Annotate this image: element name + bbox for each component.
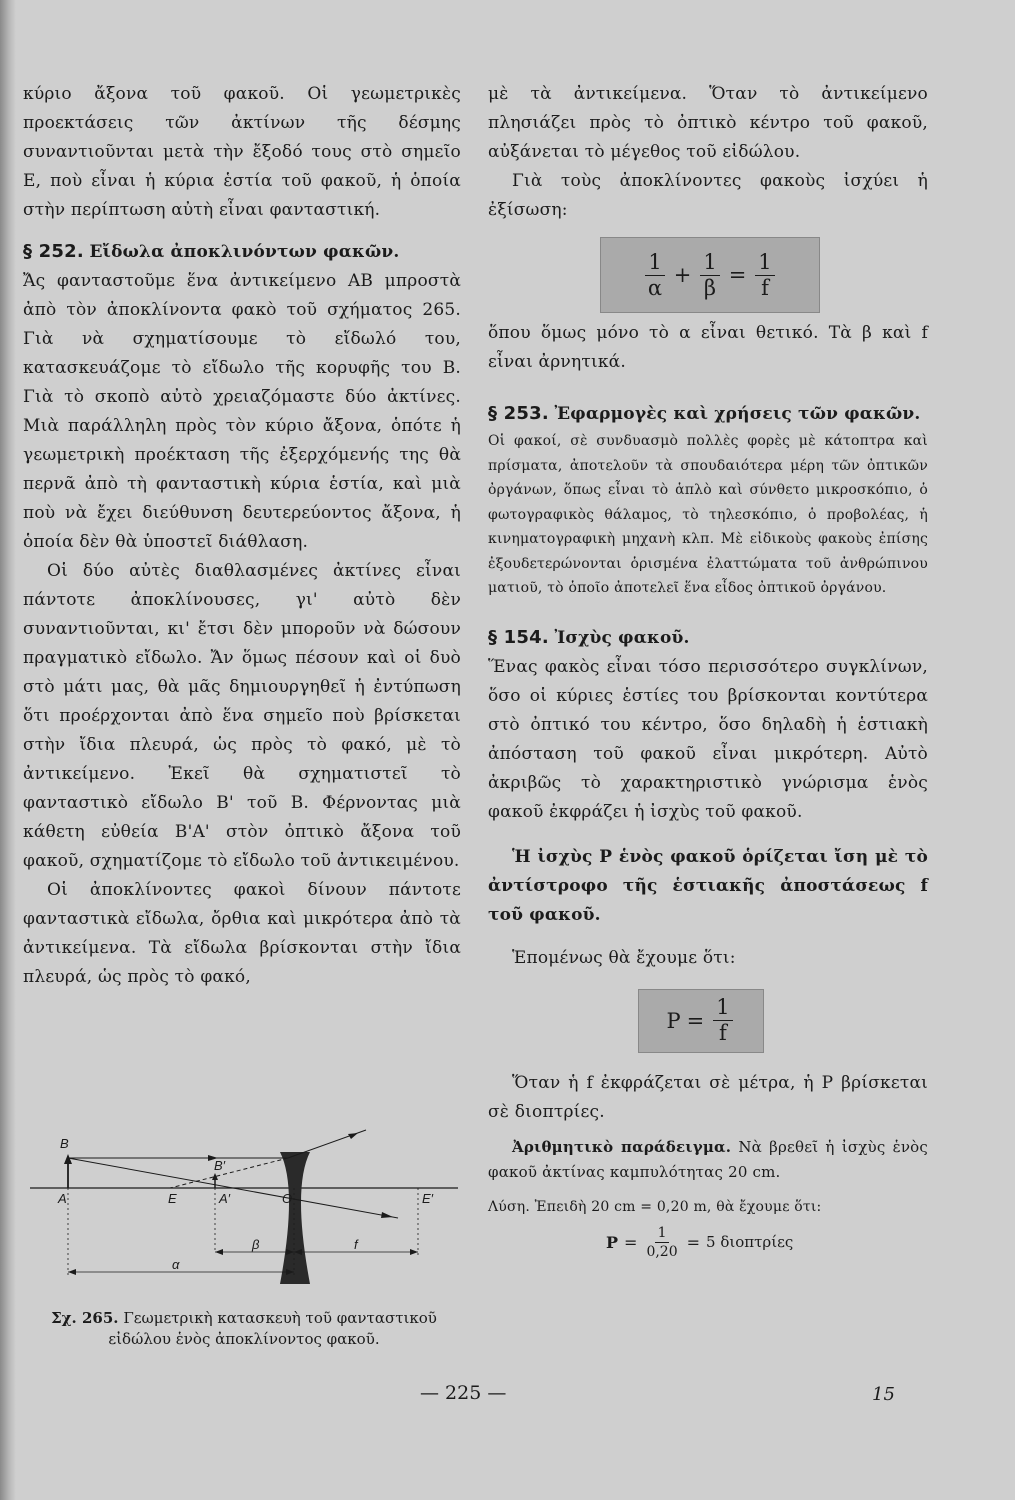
label-O: O <box>282 1191 293 1206</box>
section-heading-154: § 154. Ἰσχὺς φακοῦ. <box>488 626 690 648</box>
label-alpha: α <box>172 1257 180 1272</box>
paragraph: Γιὰ τοὺς ἀποκλίνοντες φακοὺς ἰσχύει ἡ ἐξίσωση: <box>488 171 928 220</box>
left-column <box>23 80 461 992</box>
lens-ray-diagram <box>18 1118 470 1296</box>
paragraph: Οἱ δύο αὐτὲς διαθλασμένες ἀκτίνες εἶναι πάντοτε ἀποκλίνουσες, γι' αὐτὸ δὲν συναντιοῦνται, κι' ἔτσι δὲν μποροῦν νὰ δώσουν πραγματικὸ εἴδωλο. Ἄν ὅμως πέσουν καὶ οἱ δυὸ στὸ μάτι μας, θὰ μᾶς δημιουργηθεῖ ἡ ἐντύπωση ὅτι προέρχονται ἀπὸ ἕνα σημεῖο ποὺ βρίσκεται στὴν ἴδια πλευρά, ὡς πρὸς τὸ φακό, μὲ τὸ ἀντικείμενο. Ἐκεῖ θὰ σχηματιστεῖ τὸ φανταστικὸ εἴδωλο Β' τοῦ Β. Φέρνοντας μιὰ κάθετη εὐθεία Β'Α' στὸν ὀπτικὸ ἄξονα τοῦ φακοῦ, σχηματίζομε τὸ εἴδωλο τοῦ ἀντικειμένου. <box>23 561 461 871</box>
solution: Λύση. Ἐπειδὴ 20 cm = 0,20 m, θὰ ἔχουμε ὅτι: <box>488 1198 822 1215</box>
label-E: E <box>168 1191 177 1206</box>
label-Eprime: E′ <box>422 1191 434 1206</box>
label-f: f <box>354 1237 358 1252</box>
paragraph: Ὅταν ἡ f ἐκφράζεται σὲ μέτρα, ἡ Ρ βρίσκεται σὲ διοπτρίες. <box>488 1072 928 1122</box>
paragraph: Ἕνας φακὸς εἶναι τόσο περισσότερο συγκλίνων, ὅσο οἱ κύριες ἑστίες του βρίσκονται κοντύτερα στὸ ὀπτικό του κέντρο, ὅσο δηλαδὴ ἡ ἑστιακὴ ἀπόσταση τοῦ φακοῦ εἶναι μικρότερη. Αὐτὸ ἀκριβῶς τὸ χαρακτηριστικὸ γνώρισμα ἑνὸς φακοῦ ἐκφράζει ἡ ἰσχὺς τοῦ φακοῦ. <box>488 656 928 822</box>
label-Bprime: B′ <box>214 1158 226 1173</box>
figure-caption: Σχ. 265. Γεωμετρικὴ κατασκευὴ τοῦ φανταστικοῦ εἰδώλου ἑνὸς ἀποκλίνοντος φακοῦ. <box>51 1309 437 1348</box>
page-binding-shadow <box>0 0 16 1500</box>
power-formula: P = $\frac{1}{f}$ <box>638 989 764 1053</box>
section-heading-253: § 253. Ἐφαρμογὲς καὶ χρήσεις τῶν φακῶν. <box>488 403 921 424</box>
label-Aprime: A′ <box>219 1191 231 1206</box>
paragraph: μὲ τὰ ἀντικείμενα. Ὅταν τὸ ἀντικείμενο πλησιάζει πρὸς τὸ ὀπτικὸ κέντρο τοῦ φακοῦ, αὐξάνεται τὸ μέγεθος τοῦ εἰδώλου. <box>488 84 928 162</box>
label-beta: β <box>252 1237 260 1252</box>
result-formula: P = $\frac{1}{0,20}$ = 5 διοπτρίες <box>606 1224 794 1260</box>
paragraph: Ἄς φανταστοῦμε ἕνα ἀντικείμενο ΑΒ μπροστὰ ἀπὸ τὸν ἀποκλίνοντα φακὸ τοῦ σχήματος 265. Γιὰ νὰ σχηματίσουμε τὸ εἴδωλό του, κατασκευάζομε τὸ εἴδωλο τῆς κορυφῆς του Β. Γιὰ τὸ σκοπὸ αὐτὸ χρειαζόμαστε δύο ἀκτίνες. Μιὰ παράλληλη πρὸς τὸν κύριο ἄξονα, ὁπότε ἡ γεωμετρικὴ προέκταση τῆς ἐξερχόμενής της θὰ περνᾶ ἀπὸ τὴ φανταστικὴ κύρια ἑστία, καὶ μιὰ ποὺ νὰ ἔχει διεύθυνση δευτερεύοντος ἄξονα, ἡ ὁποία δὲν θὰ ὑποστεῖ διάθλαση. <box>23 271 461 552</box>
paragraph: Ἑπομένως θὰ ἔχουμε ὅτι: <box>512 947 736 968</box>
paragraph: κύριο ἄξονα τοῦ φακοῦ. Οἱ γεωμετρικὲς προεκτάσεις τῶν ἀκτίνων τῆς δέσμης συναντιοῦνται μετὰ τὴν ἔξοδό τους στὸ σημεῖο Ε, ποὺ εἶναι ἡ κύρια ἑστία τοῦ φακοῦ, ἡ ὁποία στὴν περίπτωση αὐτὴ εἶναι φανταστική. <box>23 84 461 220</box>
signature-mark: 15 <box>872 1384 895 1405</box>
example: Ἀριθμητικὸ παράδειγμα. Νὰ βρεθεῖ ἡ ἰσχὺς ἑνὸς φακοῦ ἀκτίνας καμπυλότητας 20 cm. <box>488 1137 928 1181</box>
page-number: — 225 — <box>420 1382 507 1404</box>
right-column <box>488 80 928 1259</box>
formula-slot <box>488 225 928 319</box>
formula-slot <box>488 973 928 1069</box>
definition-bold: Ἡ ἰσχὺς Ρ ἑνὸς φακοῦ ὁρίζεται ἴση μὲ τὸ ἀντίστροφο τῆς ἑστιακῆς ἀποστάσεως f τοῦ φακοῦ. <box>488 846 928 925</box>
paragraph-small: Οἱ φακοί, σὲ συνδυασμὸ πολλὲς φορὲς μὲ κάτοπτρα καὶ πρίσματα, ἀποτελοῦν τὰ σπουδαιότερα μέρη τῶν ὀπτικῶν ὀργάνων, ὅπως εἶναι τὸ ἁπλὸ καὶ σύνθετο μικροσκόπιο, ὁ φωτογραφικὸς θάλαμος, τὸ τηλεσκόπιο, ὁ προβολέας, ἡ κινηματογραφικὴ μηχανὴ κλπ. Μὲ εἰδικοὺς φακοὺς ἐπίσης ἐξουδετερώνονται ὁρισμένα ἐλαττώματα τοῦ ἀνθρώπινου ματιοῦ, τὸ ὁποῖο ἀποτελεῖ ἕνα εἶδος ὀπτικοῦ ὀργάνου. <box>488 433 928 596</box>
section-heading-252: § 252. Εἴδωλα ἀποκλινόντων φακῶν. <box>23 241 400 262</box>
lens-equation: $\frac{1}{\alpha}$ + $\frac{1}{\beta}$ = $\frac{1}{f}$ <box>600 237 820 313</box>
label-A: A <box>58 1191 67 1206</box>
label-B: B <box>60 1136 69 1151</box>
paragraph: ὅπου ὅμως μόνο τὸ α εἶναι θετικό. Τὰ β καὶ f εἶναι ἀρνητικά. <box>488 323 928 372</box>
paragraph: Οἱ ἀποκλίνοντες φακοὶ δίνουν πάντοτε φανταστικὰ εἴδωλα, ὄρθια καὶ μικρότερα ἀπὸ τὰ ἀντικείμενα. Τὰ εἴδωλα βρίσκονται στὴν ἴδια πλευρά, ὡς πρὸς τὸ φακό, <box>23 880 461 987</box>
